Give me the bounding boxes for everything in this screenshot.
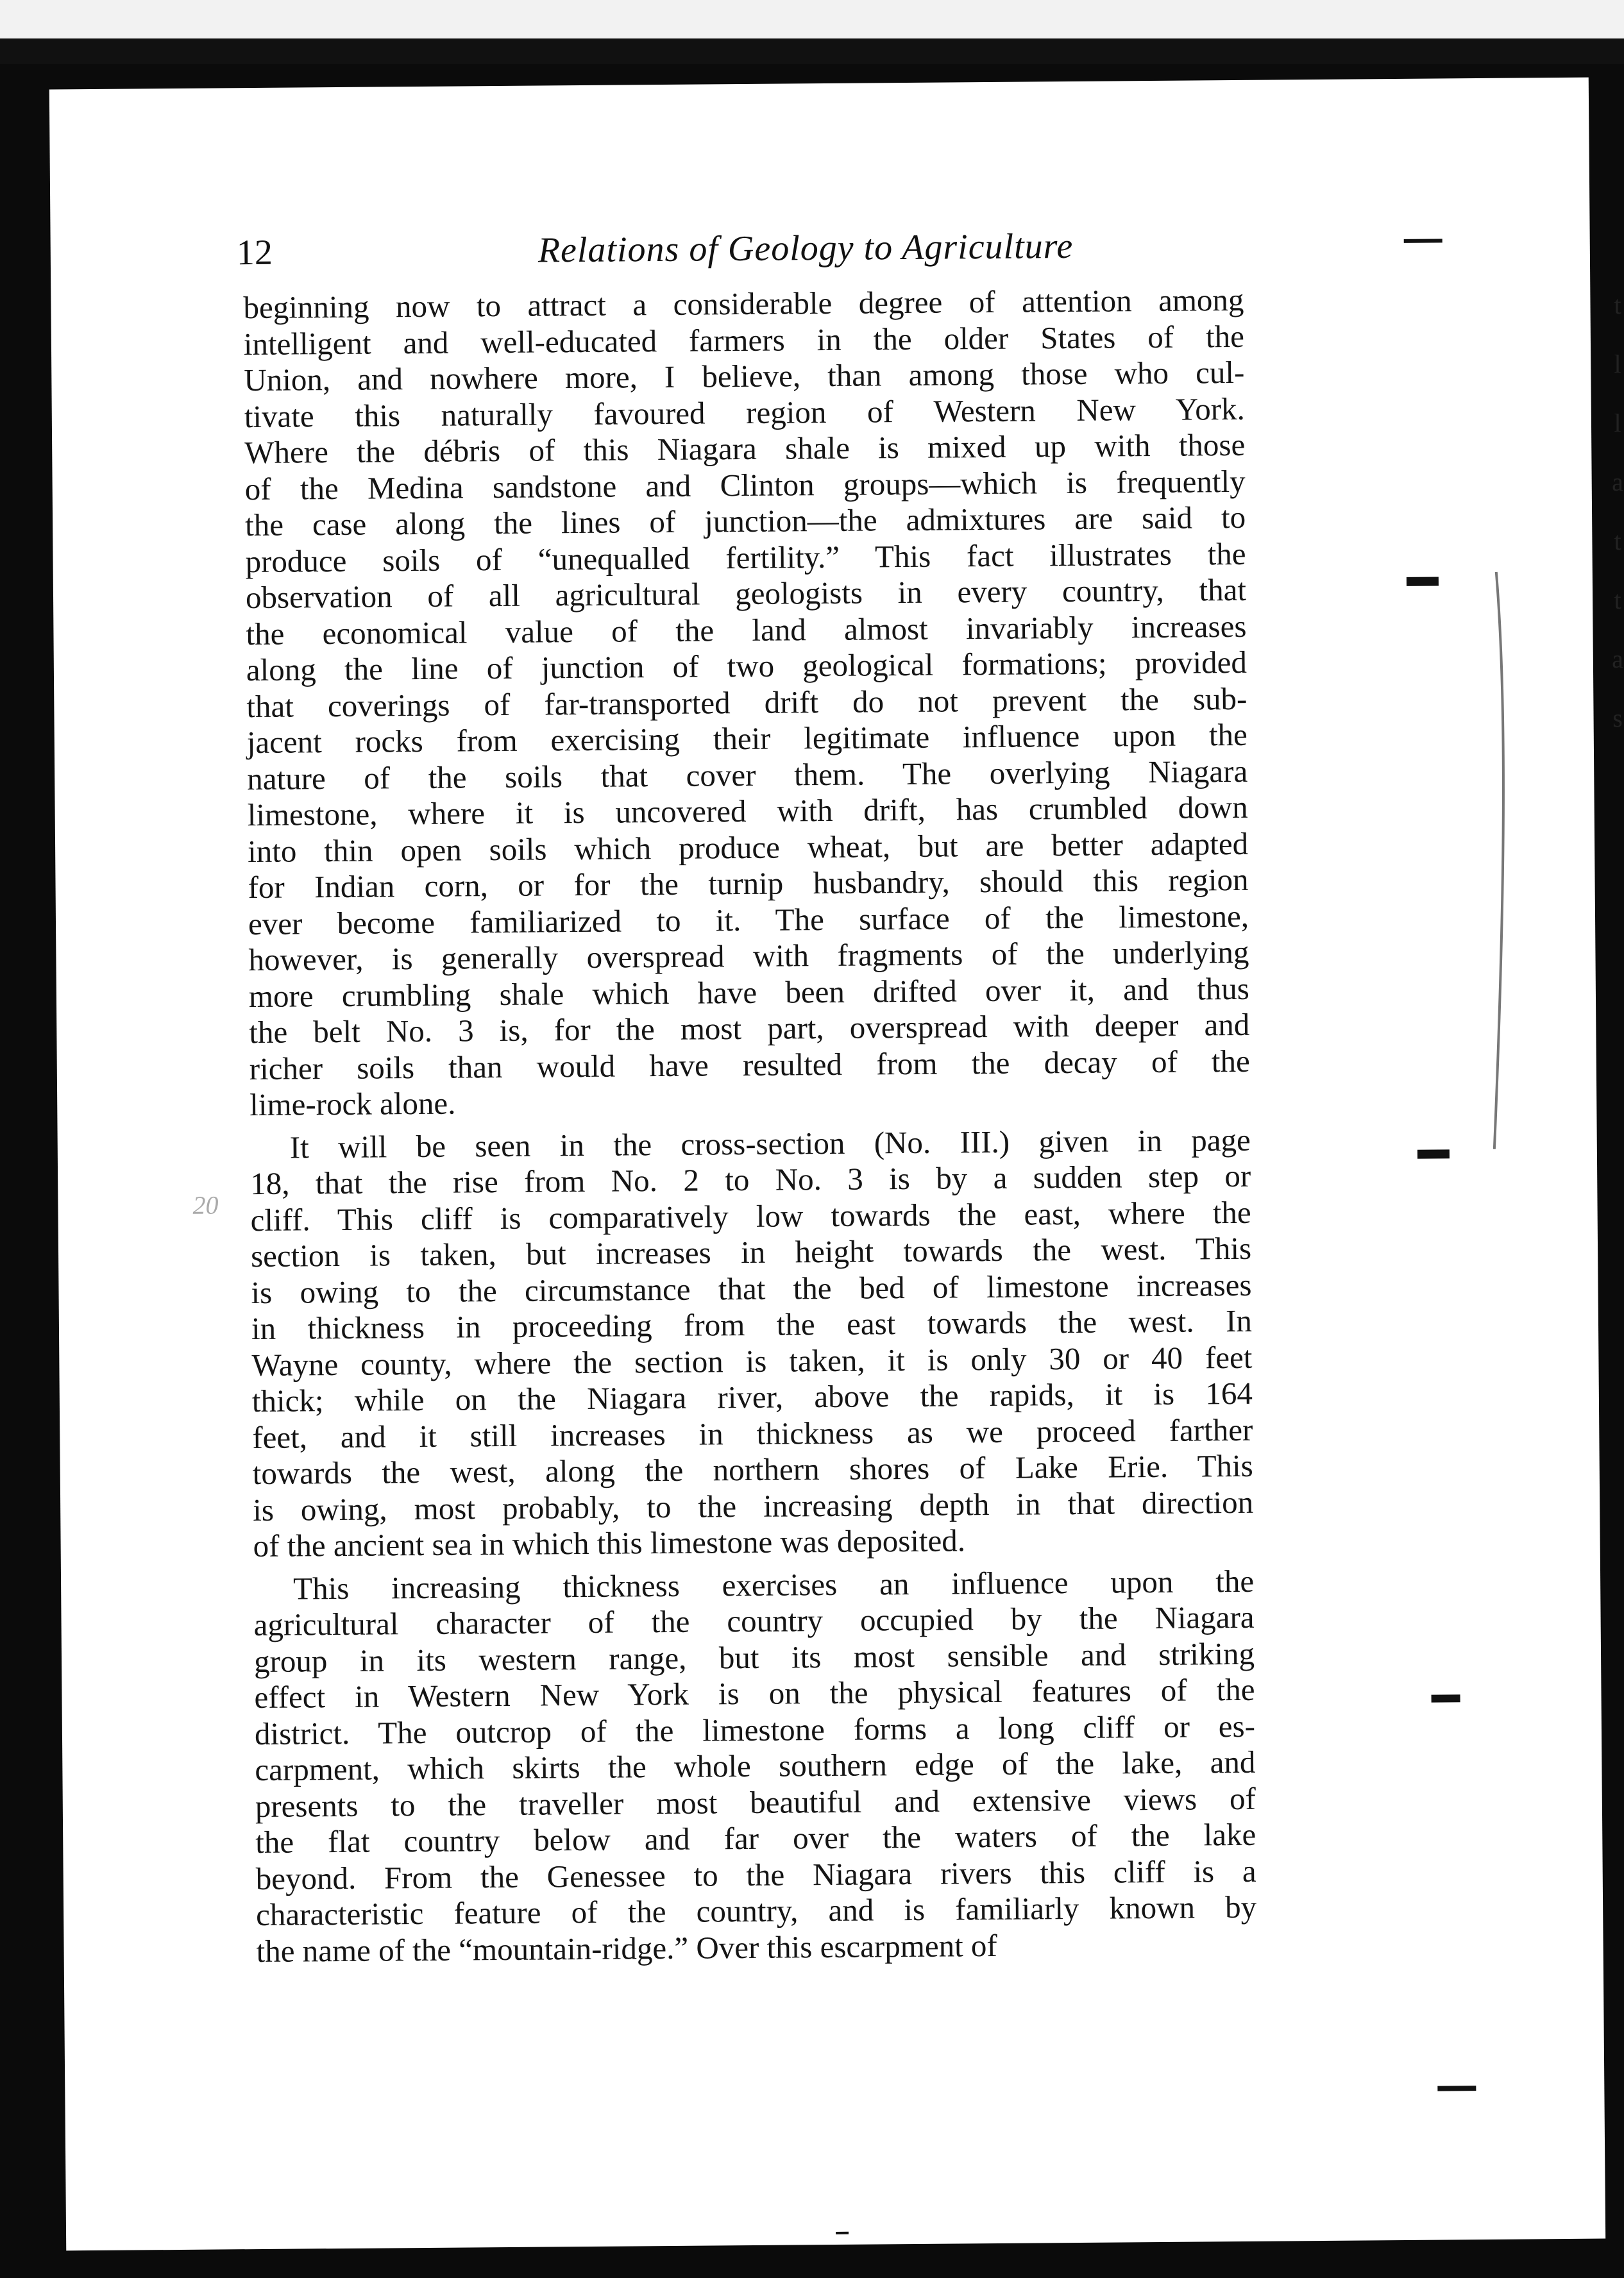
paragraph [250,1122,1254,1564]
text-line: district. The outcrop of the limestone forms a long cliff or es- [254,1708,1256,1751]
text-line: the flat country below and far over the waters of the lake [255,1816,1256,1860]
text-line: more crumbling shale which have been drifted over it, and thus [248,970,1250,1014]
text-line: beginning now to attract a considerable degree of attention among [243,282,1244,326]
text-line: thick; while on the Niagara river, above the rapids, it is 164 [251,1375,1253,1419]
text-line: 18, that the rise from No. 2 to No. 3 is by a sudden step or [250,1158,1251,1202]
scan-mark [1437,2086,1476,2091]
text-line: tivate this naturally favoured region of Western New York. [244,391,1245,434]
text-line: Union, and nowhere more, I believe, than among those who cul- [244,354,1245,398]
text-line: It will be seen in the cross-section (No. III.) given in page [289,1122,1251,1165]
text-line: is owing to the circumstance that the bed of limestone increases [251,1267,1252,1310]
text-line: group in its western range, but its most sensible and striking [253,1635,1255,1679]
text-line: section is taken, but increases in height towards the west. This [250,1230,1252,1274]
page-number: 12 [236,232,273,273]
fragment-letter: l [1614,409,1621,437]
text-line: that coverings of far-transported drift do not prevent the sub- [246,680,1248,724]
text-line: limestone, where it is uncovered with drift, has crumbled down [247,789,1248,833]
fragment-letter: t [1614,291,1621,319]
margin-note: 20 [192,1190,219,1220]
text-line: is owing, most probably, to the increasing depth in that direction [252,1484,1254,1528]
scan-mark [1404,239,1442,242]
text-line: in thickness in proceeding from the east towards the west. In [251,1303,1253,1347]
text-line: of the Medina sandstone and Clinton groups—which is frequently [244,463,1246,507]
text-line: along the line of junction of two geological formations; provided [246,644,1248,688]
text-line: lime-rock alone. [250,1085,456,1123]
fragment-letter: t [1614,586,1621,614]
text-line: observation of all agricultural geologists in every country, that [245,571,1247,616]
fragment-letter: l [1614,350,1621,378]
text-line: presents to the traveller most beautiful and extensive views of [255,1780,1256,1824]
page-header [236,217,1327,283]
text-line: for Indian corn, or for the turnip husbandry, should this region [248,861,1249,906]
paragraph [253,1563,1257,1970]
fragment-letter: s [1612,704,1623,732]
text-line: the belt No. 3 is, for the most part, overspread with deeper and [249,1006,1250,1050]
text-line: Where the débris of this Niagara shale is mixed up with those [244,426,1246,471]
fragment-letter: a [1612,468,1623,496]
paragraph [243,282,1250,1124]
text-line: agricultural character of the country occupied by the Niagara [253,1599,1255,1643]
text-line: Wayne county, where the section is taken, it is only 30 or 40 feet [251,1339,1253,1383]
scan-mark [1432,1694,1460,1702]
text-line: ever become familiarized to it. The surface of the limestone, [248,898,1249,941]
text-line: however, is generally overspread with fragments of the underlying [248,934,1249,978]
fragment-letter: a [1612,645,1623,673]
running-title: Relations of Geology to Agriculture [537,226,1074,271]
text-line: of the ancient sea in which this limestone was deposited. [253,1523,966,1564]
scan-mark [1407,577,1439,586]
text-line: effect in Western New York is on the physical features of the [254,1671,1255,1716]
text-line: beyond. From the Genessee to the Niagara rivers this cliff is a [255,1853,1256,1896]
text-line: jacent rocks from exercising their legitimate influence upon the [246,716,1248,761]
adjacent-page-fragment [1611,276,1624,748]
scan-top-border [0,0,1624,61]
text-line: the name of the “mountain-ridge.” Over this escarpment of [256,1927,997,1969]
text-line: This increasing thickness exercises an influence upon the [292,1563,1255,1607]
text-line: towards the west, along the northern shores of Lake Erie. This [252,1447,1253,1492]
fragment-letter: t [1614,527,1621,555]
scan-top-edge [0,38,1624,64]
text-line: cliff. This cliff is comparatively low towards the east, where the [250,1194,1251,1238]
text-line: nature of the soils that cover them. The overlying Niagara [247,753,1248,797]
text-line: into thin open soils which produce wheat, but are better adapted [247,825,1249,869]
text-line: intelligent and well-educated farmers in the older States of the [243,318,1245,362]
scan-mark [836,2232,849,2234]
text-line: feet, and it still increases in thickness as we proceed farther [252,1412,1253,1455]
text-line: carpment, which skirts the whole southern edge of the lake, and [255,1744,1256,1788]
text-line: richer soils than would have resulted from the decay of the [249,1043,1250,1086]
binding-crease-mark [1477,572,1520,1162]
body-text [243,282,1257,1970]
text-line: produce soils of “unequalled fertility.” This fact illustrates the [245,536,1246,579]
text-line: the economical value of the land almost invariably increases [246,608,1247,652]
text-line: characteristic feature of the country, and is familiarly known by [255,1889,1257,1933]
book-page [49,78,1605,2251]
scan-mark [1417,1149,1450,1158]
text-line: the case along the lines of junction—the admixtures are said to [244,499,1246,543]
